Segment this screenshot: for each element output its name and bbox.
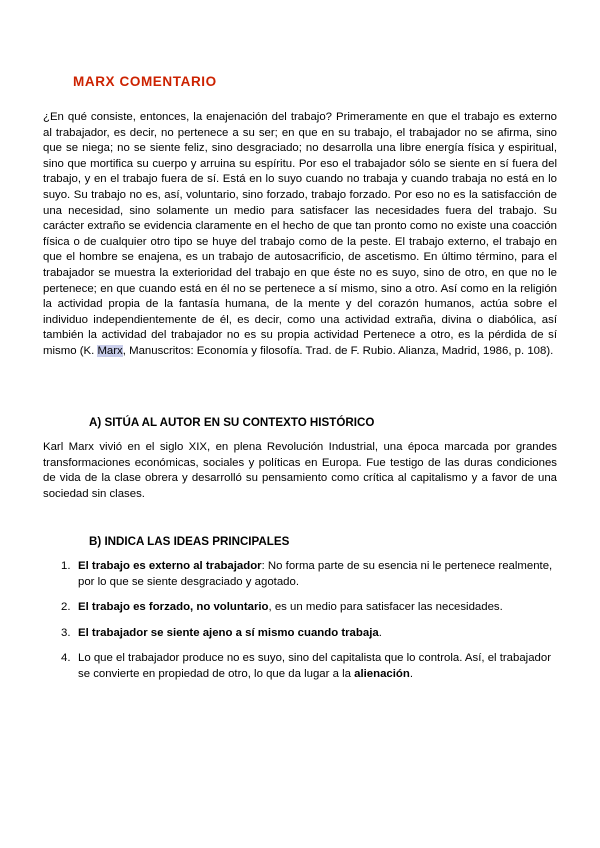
idea-text-end: . [409, 667, 413, 680]
idea-number: 4. [61, 652, 71, 665]
highlighted-word: Marx [97, 344, 123, 357]
idea-key-phrase: El trabajo es forzado, no voluntario [78, 601, 269, 614]
idea-number: 3. [61, 626, 71, 639]
idea-text: : No forma parte de su esencia ni le pertenece realmente, por lo que se siente desgraciado y agotado. [78, 560, 553, 588]
section-a-heading: A) SITÚA AL AUTOR EN SU CONTEXTO HISTÓRICO [89, 416, 375, 429]
idea-item-1 [43, 559, 557, 590]
idea-text: Lo que el trabajador produce no es suyo, sino del capitalista que lo controla. Así, el trabajador se convierte en propiedad de otro, lo que da lugar a la [78, 652, 552, 680]
idea-text: , es un medio para satisfacer las necesidades. [268, 601, 503, 614]
idea-key-phrase: El trabajador se siente ajeno a sí mismo cuando trabaja [78, 626, 379, 639]
section-b-heading: B) INDICA LAS IDEAS PRINCIPALES [89, 535, 290, 548]
idea-item-3 [43, 626, 557, 642]
document-title: MARX COMENTARIO [73, 74, 217, 89]
idea-key-phrase: alienación [354, 667, 410, 680]
quote-text: ¿En qué consiste, entonces, la enajenación del trabajo? Primeramente en que el trabajo es externo al trabajador, es decir, no pertenece a su ser; en que en su trabajo, el trabajador no se afirma, sino que se niega; no se siente feliz, sino desgraciado; no desarrolla una libre energía física y espiritual, sino que mortifica su cuerpo y arruina su espíritu. Por eso el trabajador sólo se siente en sí fuera del trabajo, y en el trabajo fuera de sí. Está en lo suyo cuando no trabaja y cuando trabaja no está en lo suyo. Su trabajo no es, así, voluntario, sino forzado, trabajo forzado. Por eso no es la satisfacción de una necesidad, sino solamente un medio para satisfacer las necesidades fuera del trabajo. Su carácter extraño se evidencia claramente en el hecho de que tan pronto como no existe una coacción física o de cualquier otro tipo se huye del trabajo como de la peste. El trabajo externo, el trabajo en que el hombre se enajena, es un trabajo de autosacrificio, de ascetismo. En último término, para el trabajador se muestra la exterioridad del trabajo en que éste no es suyo, sino de otro, en que no le pertenece; en que cuando está en él no se pertenece a sí mismo, sino a otro. Así como en la religión la actividad propia de la fantasía humana, de la mente y del corazón humanos, actúa sobre el individuo independientemente de él, es decir, como una actividad extraña, divina o diabólica, así también la actividad del trabajador no es su propia actividad Pertenece a otro, es la pérdida de sí mismo (K. [43, 111, 557, 357]
section-a-body: Karl Marx vivió en el siglo XIX, en plena Revolución Industrial, una época marcada por grandes transformaciones económicas, sociales y políticas en Europa. Fue testigo de las duras condiciones de vida de la clase obrera y desarrolló su pensamiento como crítica al capitalismo y a favor de una sociedad sin clases. [43, 441, 557, 500]
idea-number: 2. [61, 601, 71, 614]
main-ideas-list [43, 559, 557, 693]
idea-text: . [378, 626, 382, 639]
quote-citation: , Manuscritos: Economía y filosofía. Trad. de F. Rubio. Alianza, Madrid, 1986, p. 108). [122, 344, 554, 357]
idea-item-4 [43, 651, 557, 682]
idea-key-phrase: El trabajo es externo al trabajador [78, 560, 262, 572]
idea-item-2 [43, 600, 557, 616]
idea-number: 1. [61, 560, 71, 572]
marx-quote [43, 110, 557, 360]
